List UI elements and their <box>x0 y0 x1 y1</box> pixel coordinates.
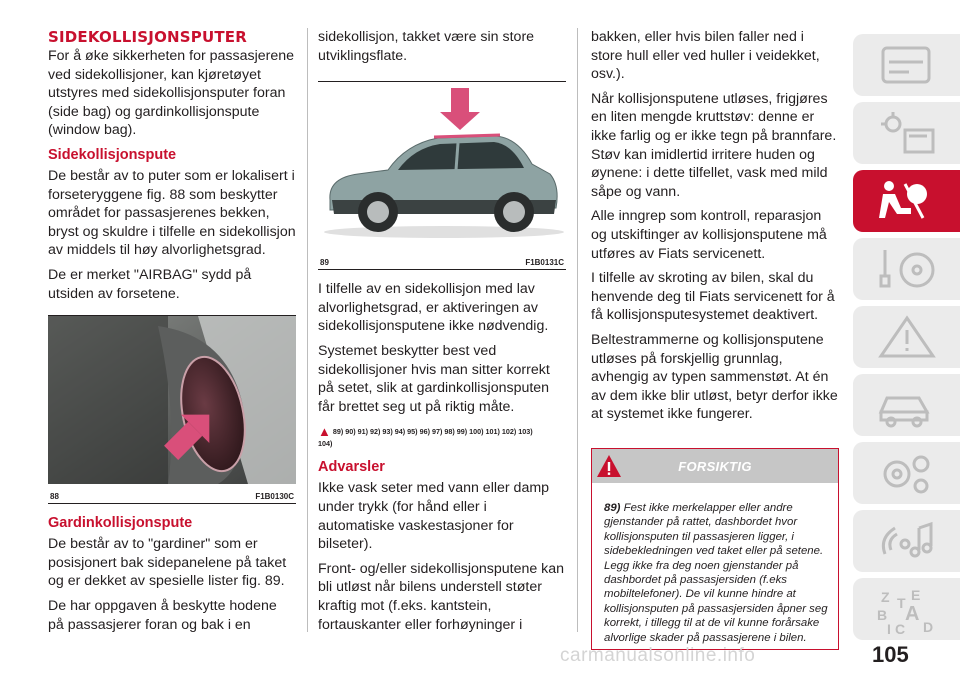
tab-multimedia[interactable] <box>853 510 960 572</box>
index-letter: I <box>887 621 891 636</box>
reference-list-cont: 104) <box>318 439 333 449</box>
tab-car-dashboard[interactable] <box>853 34 960 96</box>
paragraph: I tilfelle av skroting av bilen, skal du henvende deg til Fiats servicenett for å få kollisjonsputesystemet deaktivert. <box>591 270 835 324</box>
caution-box <box>591 448 839 650</box>
paragraph: De består av to "gardiner" som er posisjonert bak sidepanelene på taket og er dekket av spesielle lister fig. 89. <box>48 536 287 590</box>
settings-gears-icon <box>875 450 939 496</box>
paragraph: Beltestrammerne og kollisjonsputene utløses på forskjellig grunnlag, avhengig av typen sammenstøt. At én av dem ikke blir utløst, betyr derfor ikke at systemet ikke fungerer. <box>591 331 838 423</box>
tab-index[interactable] <box>853 578 960 640</box>
heading-side-airbag: Sidekollisjonspute <box>48 146 177 163</box>
paragraph: Når kollisjonsputene utløses, frigjøres en liten mengde kruttstøv: denne er ikke farlig og er ikke tegn på brannfare. Støv kan imidlertid irritere huden og øynene: i dette tilfellet, vask med mild såpe og vann. <box>591 90 837 200</box>
paragraph: De er merket "AIRBAG" sydd på utsiden av forsetene. <box>48 266 252 302</box>
index-letter: D <box>923 619 934 635</box>
figure-number: 89 <box>320 258 329 268</box>
index-letter: B <box>877 607 888 623</box>
caution-body <box>592 483 838 649</box>
column-2 <box>318 28 566 640</box>
multimedia-icon <box>875 518 939 564</box>
index-letter: Z <box>881 589 890 605</box>
column-divider <box>577 28 578 632</box>
figure-88 <box>48 315 296 504</box>
intro-paragraph: For å øke sikkerheten for passasjerene ved sidekollisjoner, kan kjøretøyet utstyres med sidekollisjonsputer foran (side bag) og gardinkollisjonspute (window bag). <box>48 48 295 139</box>
watermark: carmanualsonline.info <box>560 645 756 666</box>
paragraph: De har oppgaven å beskytte hodene på passasjerer foran og bak i en <box>48 597 277 633</box>
heading-curtain-airbag: Gardinkollisjonspute <box>48 515 193 532</box>
paragraph: I tilfelle av en sidekollisjon med lav alvorlighetsgrad, er aktiveringen av sidekollisjonsputene ikke nødvendig. <box>318 281 549 335</box>
tab-seat-airbag[interactable] <box>853 170 960 232</box>
figure-number: 88 <box>50 492 59 502</box>
road-warning-icon <box>875 314 939 360</box>
seat-airbag-illustration <box>48 316 296 484</box>
page-number: 105 <box>872 642 909 667</box>
warning-lights-icon <box>875 110 939 156</box>
index-letter: E <box>911 587 921 603</box>
figure-caption <box>318 255 566 269</box>
car-service-icon <box>875 382 939 428</box>
section-title: SIDEKOLLISJONSPUTER <box>48 28 247 46</box>
index-letter: A <box>905 603 920 625</box>
paragraph: Ikke vask seter med vann eller damp under trykk (for hånd eller i automatiske vaskestasjoner for bilseter). <box>318 480 550 553</box>
tab-settings[interactable] <box>853 442 960 504</box>
paragraph: Front- og/eller sidekollisjonsputene kan bli utløst når bilens understell støter kraftig mot (f.eks. kantstein, fortauskanter eller forhøyninger i <box>318 560 565 633</box>
caution-number: 89) <box>604 501 621 514</box>
chapter-tabs <box>853 34 960 646</box>
tab-car-service[interactable] <box>853 374 960 436</box>
warning-triangle-icon: ▲ <box>318 424 331 440</box>
index-letter: C <box>895 621 906 636</box>
caution-header <box>592 449 838 483</box>
seat-airbag-icon <box>875 178 939 224</box>
figure-89 <box>318 81 566 270</box>
figure-code: F1B0131C <box>525 258 564 268</box>
caution-text: Fest ikke merkelapper eller andre gjenstander på rattet, dashbordet hvor kollisjonsputen til passasjeren ligger, i sidebekledningen ved taket eller på setene. Legg ikke fra deg noen gjenstander på dashbordet på passasjersiden (f.eks mobiltelefoner). De vil kunne hindre at kollisjonsputen på passasjersiden åpner seg korrekt, i tillegg til at de vil kunne forårsake alvorlige skader på passasjerene i bilen. <box>604 501 828 644</box>
figure-caption <box>48 489 296 503</box>
index-letters-icon <box>875 586 939 636</box>
paragraph: sidekollisjon, takket være sin store utviklingsflate. <box>318 29 535 64</box>
reference-list: 89) 90) 91) 92) 93) 94) 95) 96) 97) 98) 99) 100) 101) 102) 103) <box>332 427 533 437</box>
car-dashboard-icon <box>875 42 939 88</box>
paragraph: De består av to puter som er lokalisert i forseteryggene fig. 88 som beskytter området for passasjerenes bekken, bryst og skuldre i tilfelle en sidekollisjon av middels til høy alvorlighetsgrad. <box>48 167 296 259</box>
heading-warnings: Advarsler <box>318 459 385 476</box>
caution-title: FORSIKTIG <box>678 458 752 474</box>
column-1 <box>48 28 296 640</box>
paragraph: Alle inngrep som kontroll, reparasjon og utskiftinger av kollisjonsputene må utføres av Fiats servicenett. <box>591 208 827 262</box>
figure-code: F1B0130C <box>255 492 294 502</box>
tab-road-warning[interactable] <box>853 306 960 368</box>
warning-references <box>318 426 566 450</box>
paragraph: bakken, eller hvis bilen faller ned i store hull eller ved huller i veidekket, osv.). <box>591 29 820 83</box>
key-steering-icon <box>875 246 939 292</box>
paragraph: Systemet beskytter best ved sidekollisjoner hvis man sitter korrekt på setet, slik at gardinkollisjonsputen får brettet seg ut på riktig måte. <box>318 342 550 415</box>
car-side-illustration <box>318 82 566 250</box>
column-3 <box>591 28 839 650</box>
index-letter: T <box>897 595 906 611</box>
tab-warning-lights[interactable] <box>853 102 960 164</box>
column-divider <box>307 28 308 632</box>
tab-key-steering[interactable] <box>853 238 960 300</box>
